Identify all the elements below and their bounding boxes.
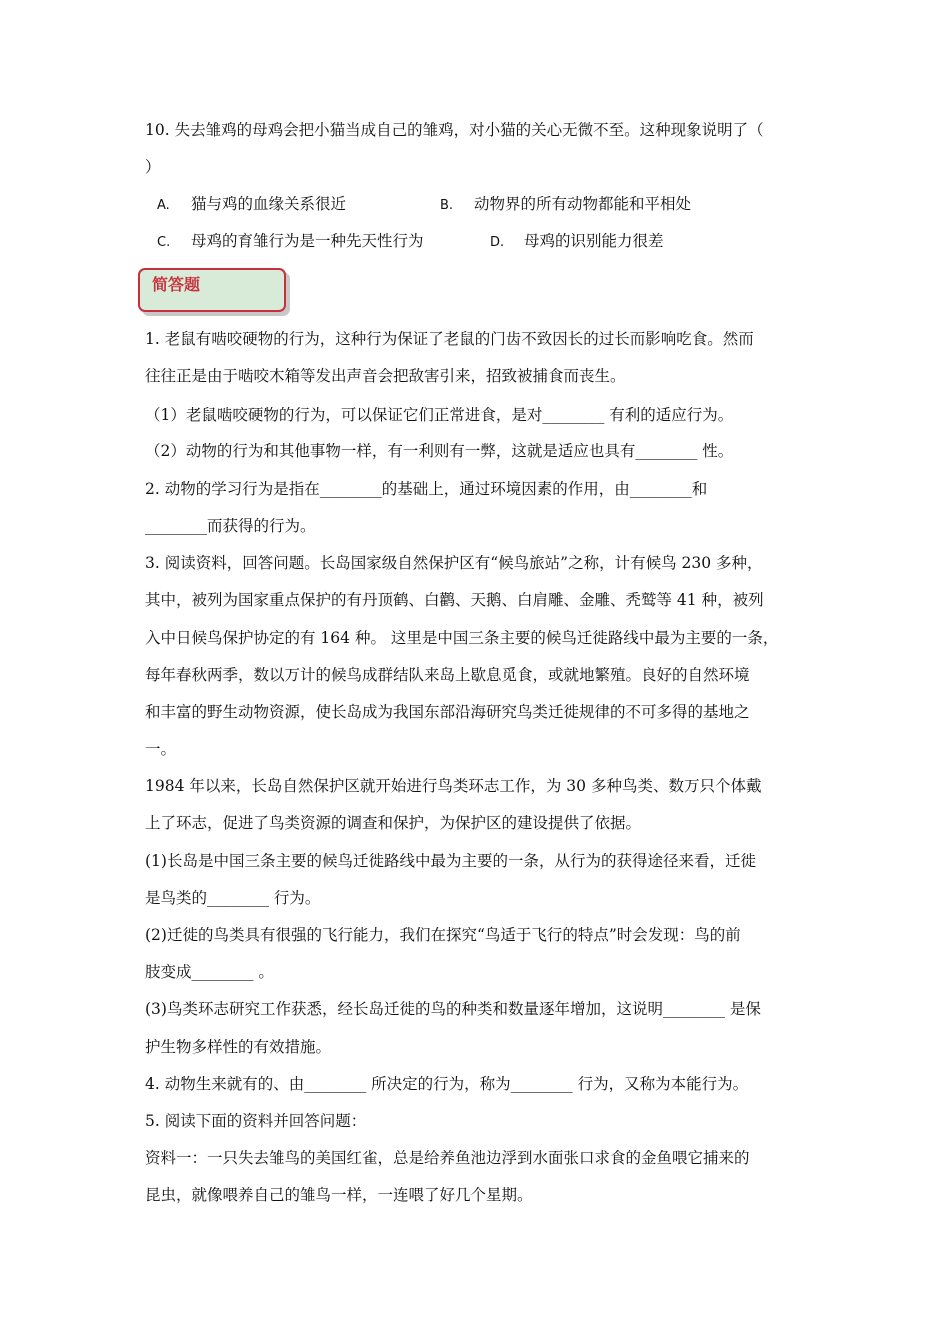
- text-line: 5. 阅读下面的资料并回答问题：: [145, 1112, 367, 1130]
- option-letter: C.: [157, 235, 171, 250]
- option-text: 猫与鸡的血缘关系很近: [191, 195, 347, 213]
- option-text: 动物界的所有动物都能和平相处: [474, 195, 692, 213]
- text-line: 是鸟类的________ 行为。: [145, 889, 321, 907]
- text-line: 其中，被列为国家重点保护的有丹顶鹤、白鹳、天鹅、白肩雕、金雕、秃鹫等 41 种，被列: [145, 591, 764, 609]
- q10-stem-line2: ）: [145, 158, 161, 176]
- text-line: (1)长岛是中国三条主要的候鸟迁徙路线中最为主要的一条，从行为的获得途径来看，迁徙: [145, 852, 756, 870]
- text-line: 1. 老鼠有啮咬硬物的行为，这种行为保证了老鼠的门齿不致因长的过长而影响吃食。然而: [145, 330, 754, 348]
- option-letter: D.: [490, 235, 505, 250]
- q10-option-a: [157, 194, 346, 216]
- text-line: 往往正是由于啮咬木箱等发出声音会把敌害引来，招致被捕食而丧生。: [145, 367, 626, 385]
- option-letter: B.: [440, 198, 454, 213]
- text-line: （1）老鼠啮咬硬物的行为，可以保证它们正常进食，是对________ 有利的适应行为。: [145, 406, 734, 424]
- option-letter: A.: [157, 198, 170, 213]
- text-line: 一。: [145, 740, 177, 758]
- text-line: 4. 动物生来就有的、由________ 所决定的行为，称为________ 行为，又称为本能行为。: [145, 1075, 749, 1093]
- text-line: 2. 动物的学习行为是指在________的基础上，通过环境因素的作用，由________和: [145, 480, 708, 498]
- text-line: 每年春秋两季，数以万计的候鸟成群结队来岛上歇息觅食，或就地繁殖。良好的自然环境: [145, 666, 750, 684]
- text-line: 资料一：一只失去雏鸟的美国红雀，总是给养鱼池边浮到水面张口求食的金鱼喂它捕来的: [145, 1149, 750, 1167]
- text-line: （2）动物的行为和其他事物一样，有一利则有一弊，这就是适应也具有________ 性。: [145, 442, 734, 460]
- section-badge-label: 简答题: [152, 275, 201, 294]
- q10-stem-line1: 10. 失去雏鸡的母鸡会把小猫当成自己的雏鸡，对小猫的关心无微不至。这种现象说明了（: [145, 121, 764, 139]
- text-line: 上了环志，促进了鸟类资源的调查和保护，为保护区的建设提供了依据。: [145, 814, 642, 832]
- q10-option-b: [440, 194, 691, 216]
- text-line: (2)迁徙的鸟类具有很强的飞行能力，我们在探究“鸟适于飞行的特点”时会发现：鸟的前: [145, 926, 741, 944]
- text-line: 3. 阅读资料，回答问题。长岛国家级自然保护区有“候鸟旅站”之称，计有候鸟 230 多种，: [145, 554, 763, 572]
- text-line: ________而获得的行为。: [145, 517, 316, 535]
- text-line: 1984 年以来，长岛自然保护区就开始进行鸟类环志工作，为 30 多种鸟类、数万只个体戴: [145, 777, 762, 795]
- q10-option-d: [490, 231, 664, 253]
- text-line: 入中日候鸟保护协定的有 164 种。 这里是中国三条主要的候鸟迁徙路线中最为主要的一条，: [145, 629, 779, 647]
- option-text: 母鸡的识别能力很差: [524, 232, 664, 250]
- section-badge: [138, 268, 286, 312]
- option-text: 母鸡的育雏行为是一种先天性行为: [191, 232, 424, 250]
- q10-option-c: [157, 231, 424, 253]
- text-line: 肢变成________ 。: [145, 963, 274, 981]
- text-line: 和丰富的野生动物资源，使长岛成为我国东部沿海研究鸟类迁徙规律的不可多得的基地之: [145, 703, 750, 721]
- text-line: (3)鸟类环志研究工作获悉，经长岛迁徙的鸟的种类和数量逐年增加，这说明________ 是保: [145, 1000, 761, 1018]
- text-line: 护生物多样性的有效措施。: [145, 1038, 332, 1056]
- text-line: 昆虫，就像喂养自己的雏鸟一样，一连喂了好几个星期。: [145, 1186, 533, 1204]
